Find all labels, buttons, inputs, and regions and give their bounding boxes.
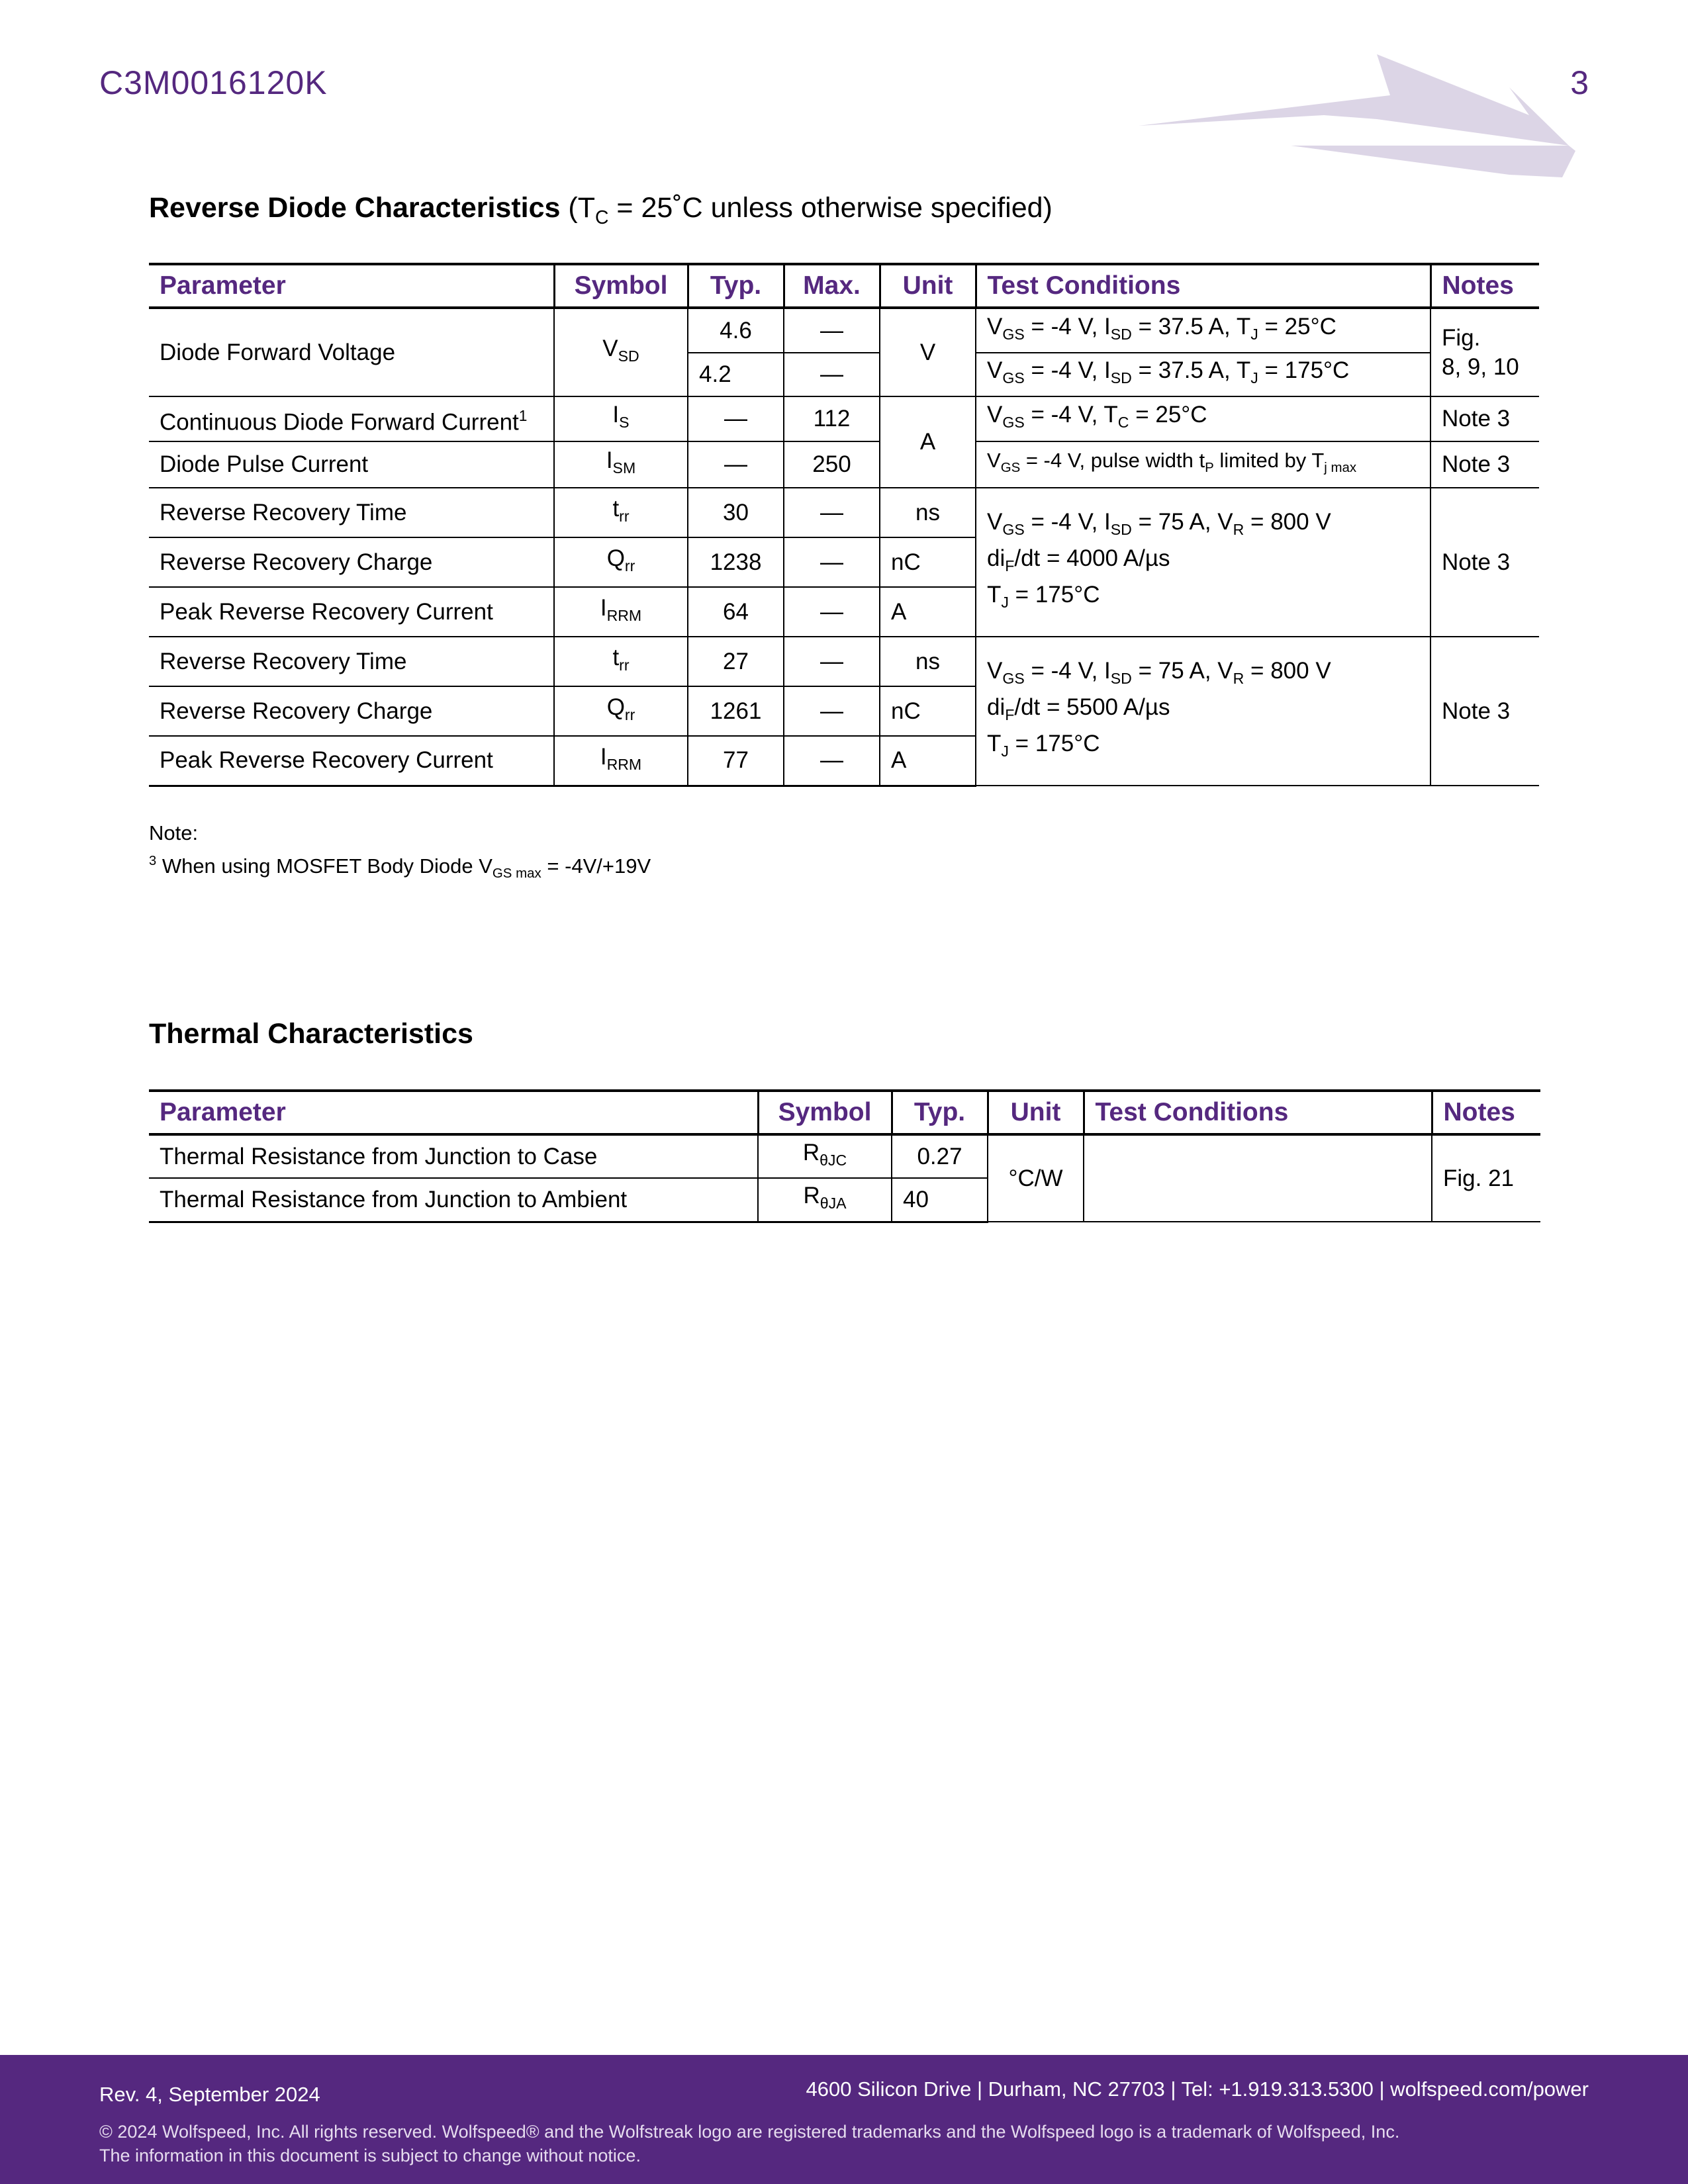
model-number: C3M0016120K: [99, 64, 328, 101]
symbol-cell: $Q_{rr}$: [554, 537, 688, 587]
typ-cell: 64: [688, 587, 784, 637]
col-test-conditions: Test Conditions: [976, 264, 1430, 308]
col-symbol: Symbol: [554, 264, 688, 308]
max-cell: —: [784, 488, 880, 537]
col-typ: Typ.: [688, 264, 784, 308]
symbol-cell: $I_{RRM}$: [554, 587, 688, 637]
typ-cell: —: [688, 396, 784, 441]
col-typ: Typ.: [892, 1091, 988, 1134]
page-number: 3: [1570, 64, 1589, 101]
notes-cell: Fig. 8, 9, 10: [1430, 308, 1539, 396]
param-cell: Reverse Recovery Time: [149, 488, 554, 537]
typ-cell: 4.2: [688, 353, 784, 396]
unit-cell: A: [880, 736, 976, 786]
symbol-cell: $Q_{rr}$: [554, 686, 688, 736]
col-unit: Unit: [880, 264, 976, 308]
test-condition-cell: [1084, 1134, 1432, 1222]
max-cell: —: [784, 587, 880, 637]
col-notes: Notes: [1432, 1091, 1540, 1134]
notes-cell: Note 3: [1430, 396, 1539, 441]
unit-cell: ns: [880, 637, 976, 686]
col-unit: Unit: [988, 1091, 1084, 1134]
revision-text: Rev. 4, September 2024: [99, 2083, 320, 2106]
test-condition-cell: $V_{GS} = -4$ V, $I_{SD} = 75$ A, $V_R = 800$ V $di_F/dt = 4000$ A/µs $T_J = 175^\circ C$: [976, 488, 1430, 637]
max-cell: 250: [784, 441, 880, 488]
max-cell: —: [784, 686, 880, 736]
table-header-row: [149, 1091, 1540, 1134]
notes-cell: Note 3: [1430, 488, 1539, 637]
symbol-cell: $I_{SM}$: [554, 441, 688, 488]
col-parameter: Parameter: [149, 264, 554, 308]
param-cell: Peak Reverse Recovery Current: [149, 736, 554, 786]
page-footer: [0, 2055, 1688, 2184]
typ-cell: 0.27: [892, 1134, 988, 1178]
col-notes: Notes: [1430, 264, 1539, 308]
copyright-text: © 2024 Wolfspeed, Inc. All rights reserved. Wolfspeed® and the Wolfstreak logo are registered trademarks and the Wolfspeed logo is a trademark of Wolfspeed, Inc.: [99, 2122, 1400, 2142]
col-parameter: Parameter: [149, 1091, 758, 1134]
param-cell: Thermal Resistance from Junction to Ambient: [149, 1178, 758, 1222]
test-condition-cell: $V_{GS} = -4$ V, $I_{SD} = 37.5$ A, $T_J = 25^\circ C$: [976, 308, 1430, 353]
test-condition-cell: $V_{GS} = -4$ V, $I_{SD} = 37.5$ A, $T_J = 175^\circ C$: [976, 353, 1430, 396]
footnote-text: $^3$ When using MOSFET Body Diode $V_{GS max} = -4V/+19V$: [149, 854, 651, 882]
param-cell: Reverse Recovery Charge: [149, 686, 554, 736]
param-cell: Reverse Recovery Time: [149, 637, 554, 686]
table-row: [149, 441, 1539, 488]
typ-cell: 4.6: [688, 308, 784, 353]
table-header-row: [149, 264, 1539, 308]
symbol-cell: $t_{rr}$: [554, 637, 688, 686]
symbol-cell: $t_{rr}$: [554, 488, 688, 537]
col-max: Max.: [784, 264, 880, 308]
table-row: [149, 488, 1539, 537]
param-cell: Diode Forward Voltage: [149, 308, 554, 396]
notes-cell: Note 3: [1430, 637, 1539, 786]
symbol-cell: $I_S$: [554, 396, 688, 441]
max-cell: —: [784, 537, 880, 587]
copyright-block: [99, 2120, 1399, 2167]
typ-cell: —: [688, 441, 784, 488]
test-condition-cell: $V_{GS} = -4$ V, $T_C = 25^\circ C$: [976, 396, 1430, 441]
wolfstreak-logo-icon: [1139, 52, 1575, 184]
symbol-cell: $I_{RRM}$: [554, 736, 688, 786]
param-cell: Thermal Resistance from Junction to Case: [149, 1134, 758, 1178]
notes-cell: Fig. 21: [1432, 1134, 1540, 1222]
unit-cell: ns: [880, 488, 976, 537]
col-symbol: Symbol: [758, 1091, 892, 1134]
footnote: [149, 819, 651, 887]
typ-cell: 1261: [688, 686, 784, 736]
footnote-title: Note:: [149, 821, 199, 844]
table-row: [149, 308, 1539, 353]
max-cell: —: [784, 736, 880, 786]
table-row: [149, 396, 1539, 441]
disclaimer-text: The information in this document is subject to change without notice.: [99, 2146, 641, 2165]
col-test-conditions: Test Conditions: [1084, 1091, 1432, 1134]
unit-cell: A: [880, 587, 976, 637]
typ-cell: 77: [688, 736, 784, 786]
max-cell: —: [784, 308, 880, 353]
unit-cell: V: [880, 308, 976, 396]
unit-cell: °C/W: [988, 1134, 1084, 1222]
unit-cell: nC: [880, 537, 976, 587]
symbol-cell: $R_{\theta JA}$: [758, 1178, 892, 1222]
reverse-diode-table: [149, 263, 1539, 787]
max-cell: —: [784, 637, 880, 686]
max-cell: —: [784, 353, 880, 396]
table-row: [149, 637, 1539, 686]
table-row: [149, 1134, 1540, 1178]
test-condition-cell: $V_{GS} = -4$ V, pulse width $t_P$ limited by $T_{j max}$: [976, 441, 1430, 488]
max-cell: 112: [784, 396, 880, 441]
typ-cell: 27: [688, 637, 784, 686]
symbol-cell: $R_{\theta JC}$: [758, 1134, 892, 1178]
thermal-table: [149, 1089, 1540, 1223]
typ-cell: 40: [892, 1178, 988, 1222]
reverse-diode-title: Reverse Diode Characteristics ($T_C$ = 25˚C unless otherwise specified): [149, 192, 1053, 228]
notes-cell: Note 3: [1430, 441, 1539, 488]
test-condition-cell: $V_{GS} = -4$ V, $I_{SD} = 75$ A, $V_R = 800$ V $di_F/dt = 5500$ A/µs $T_J = 175^\circ C$: [976, 637, 1430, 786]
unit-cell: nC: [880, 686, 976, 736]
typ-cell: 1238: [688, 537, 784, 587]
symbol-cell: $V_{SD}$: [554, 308, 688, 396]
param-cell: Reverse Recovery Charge: [149, 537, 554, 587]
typ-cell: 30: [688, 488, 784, 537]
thermal-title: Thermal Characteristics: [149, 1018, 473, 1050]
unit-cell: A: [880, 396, 976, 488]
param-cell: Diode Pulse Current: [149, 441, 554, 488]
param-cell: Peak Reverse Recovery Current: [149, 587, 554, 637]
param-cell: Continuous Diode Forward Current$^1$: [149, 396, 554, 441]
contact-info: 4600 Silicon Drive | Durham, NC 27703 | Tel: +1.919.313.5300 | wolfspeed.com/power: [806, 2077, 1589, 2101]
